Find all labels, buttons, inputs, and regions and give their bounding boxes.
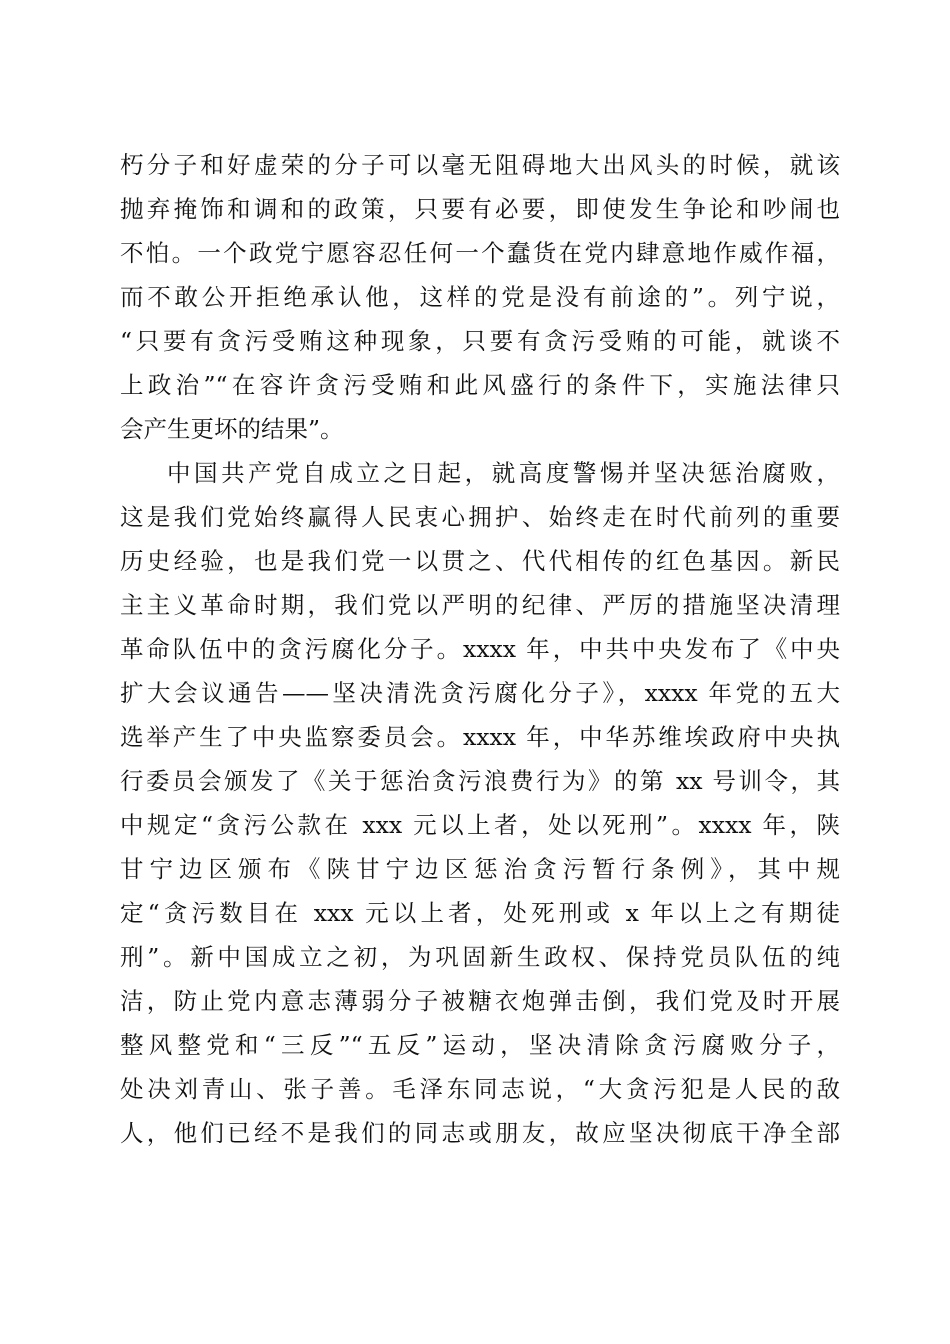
text-line: 行委员会颁发了《关于惩治贪污浪费行为》的第 xx 号训令，其 — [120, 767, 840, 795]
text-line: 上政治”“在容许贪污受贿和此风盛行的条件下，实施法律只 — [120, 371, 840, 399]
text-line: 整风整党和“三反”“五反”运动，坚决清除贪污腐败分子， — [120, 1031, 840, 1059]
text-line: 历史经验，也是我们党一以贯之、代代相传的红色基因。新民 — [120, 547, 840, 575]
text-line: 朽分子和好虚荣的分子可以毫无阻碍地大出风头的时候，就该 — [120, 151, 840, 179]
text-line: 中规定“贪污公款在 xxx 元以上者，处以死刑”。xxxx 年，陕 — [120, 811, 840, 839]
paragraph-1 — [120, 143, 840, 451]
text-line: 会产生更坏的结果”。 — [120, 415, 344, 443]
text-line: 抛弃掩饰和调和的政策，只要有必要，即使发生争论和吵闹也 — [120, 195, 840, 223]
text-line: “只要有贪污受贿这种现象，只要有贪污受贿的可能，就谈不 — [120, 327, 840, 355]
text-line: 扩大会议通告——坚决清洗贪污腐化分子》，xxxx 年党的五大 — [120, 679, 840, 707]
text-line: 而不敢公开拒绝承认他，这样的党是没有前途的”。列宁说， — [120, 283, 840, 311]
paragraph-2 — [120, 451, 840, 1155]
text-line: 人，他们已经不是我们的同志或朋友，故应坚决彻底干净全部 — [120, 1119, 840, 1147]
text-line: 不怕。一个政党宁愿容忍任何一个蠢货在党内肆意地作威作福， — [120, 239, 840, 267]
text-line: 刑”。新中国成立之初，为巩固新生政权、保持党员队伍的纯 — [120, 943, 840, 971]
text-line: 洁，防止党内意志薄弱分子被糖衣炮弹击倒，我们党及时开展 — [120, 987, 840, 1015]
text-line: 这是我们党始终赢得人民衷心拥护、始终走在时代前列的重要 — [120, 503, 840, 531]
text-line: 中国共产党自成立之日起，就高度警惕并坚决惩治腐败， — [167, 459, 840, 487]
document-body — [120, 143, 840, 1155]
text-line: 革命队伍中的贪污腐化分子。xxxx 年，中共中央发布了《中央 — [120, 635, 840, 663]
text-line: 主主义革命时期，我们党以严明的纪律、严厉的措施坚决清理 — [120, 591, 840, 619]
text-line: 定“贪污数目在 xxx 元以上者，处死刑或 x 年以上之有期徒 — [120, 899, 840, 927]
text-line: 处决刘青山、张子善。毛泽东同志说，“大贪污犯是人民的敌 — [120, 1075, 840, 1103]
text-line: 选举产生了中央监察委员会。xxxx 年，中华苏维埃政府中央执 — [120, 723, 840, 751]
text-line: 甘宁边区颁布《陕甘宁边区惩治贪污暂行条例》，其中规 — [120, 855, 840, 883]
